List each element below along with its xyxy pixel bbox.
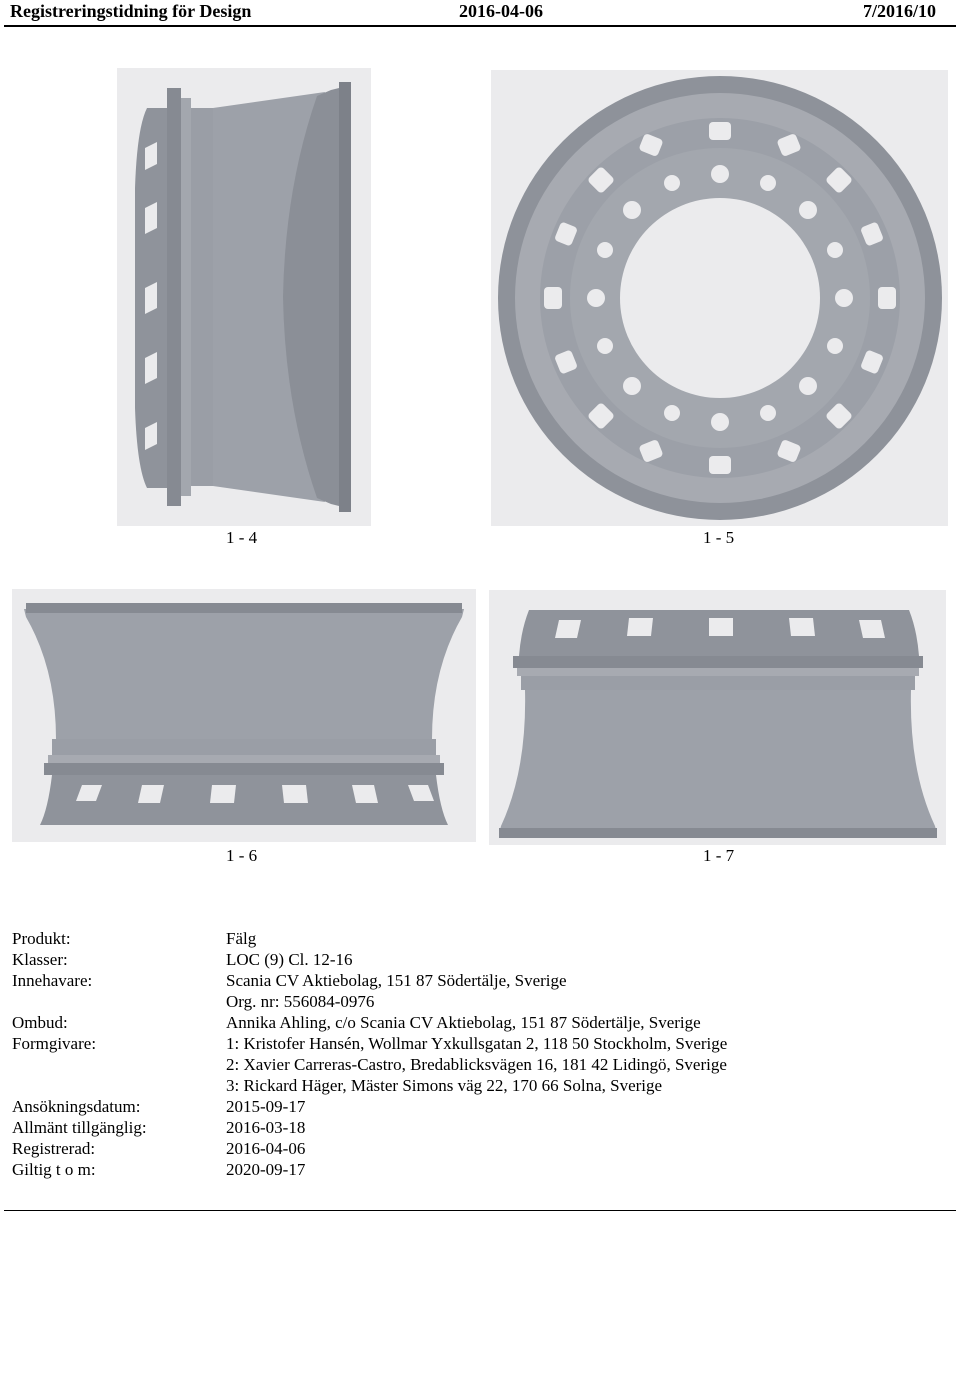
detail-row-giltig-t-o-m [12, 1159, 942, 1180]
rim-side-view-drawing [117, 68, 371, 526]
caption-1-4: 1 - 4 [226, 528, 258, 547]
detail-label: Innehavare: [12, 971, 93, 990]
detail-label: Klasser: [12, 950, 68, 969]
detail-row-registrerad [12, 1138, 942, 1159]
detail-label: Ombud: [12, 1013, 68, 1032]
header-divider [4, 25, 956, 27]
caption-1-7: 1 - 7 [703, 846, 735, 865]
detail-value: 2016-03-18 [226, 1118, 306, 1137]
detail-row-ombud [12, 1012, 942, 1033]
detail-value: Fälg [226, 929, 257, 948]
detail-row-ansokningsdatum [12, 1096, 942, 1117]
detail-value: 3: Rickard Häger, Mäster Simons väg 22, 170 66 Solna, Sverige [226, 1076, 663, 1095]
detail-label: Registrerad: [12, 1139, 96, 1158]
caption-1-5: 1 - 5 [703, 528, 735, 547]
detail-value: Org. nr: 556084-0976 [226, 992, 375, 1011]
rim-front-view-drawing [491, 70, 948, 526]
detail-label: Giltig t o m: [12, 1160, 96, 1179]
detail-label: Formgivare: [12, 1034, 97, 1053]
figure-1-5-front-view [491, 70, 948, 526]
rim-top-view-drawing [12, 589, 476, 842]
detail-label: Produkt: [12, 929, 71, 948]
detail-row-produkt [12, 928, 942, 949]
detail-value: Annika Ahling, c/o Scania CV Aktiebolag, 151 87 Södertälje, Sverige [226, 1013, 701, 1032]
publication-title: Registreringstidning för Design [10, 1, 252, 21]
detail-label: Allmänt tillgänglig: [12, 1118, 147, 1137]
detail-value: 2020-09-17 [226, 1160, 306, 1179]
figure-1-4-side-view [117, 68, 371, 526]
figure-1-6-top-view [12, 589, 476, 842]
rim-bottom-view-drawing [489, 590, 946, 845]
footer-divider [4, 1210, 956, 1211]
detail-row-formgivare [12, 1033, 942, 1096]
publication-date: 2016-04-06 [459, 1, 543, 21]
detail-value: 2016-04-06 [226, 1139, 306, 1158]
detail-value: Scania CV Aktiebolag, 151 87 Södertälje, Sverige [226, 971, 567, 990]
detail-row-innehavare [12, 970, 942, 1012]
detail-row-klasser [12, 949, 942, 970]
detail-label: Ansökningsdatum: [12, 1097, 141, 1116]
caption-1-6: 1 - 6 [226, 846, 258, 865]
detail-row-allmant-tillganglig [12, 1117, 942, 1138]
registration-details [12, 928, 942, 1180]
issue-page-number: 7/2016/10 [862, 1, 936, 21]
figure-1-7-bottom-view [489, 590, 946, 845]
detail-value: 2: Xavier Carreras-Castro, Bredablicksvägen 16, 181 42 Lidingö, Sverige [226, 1055, 727, 1074]
detail-value: 2015-09-17 [226, 1097, 306, 1116]
detail-value: LOC (9) Cl. 12-16 [226, 950, 353, 969]
page-header [0, 0, 960, 26]
detail-value: 1: Kristofer Hansén, Wollmar Yxkullsgatan 2, 118 50 Stockholm, Sverige [226, 1034, 728, 1053]
